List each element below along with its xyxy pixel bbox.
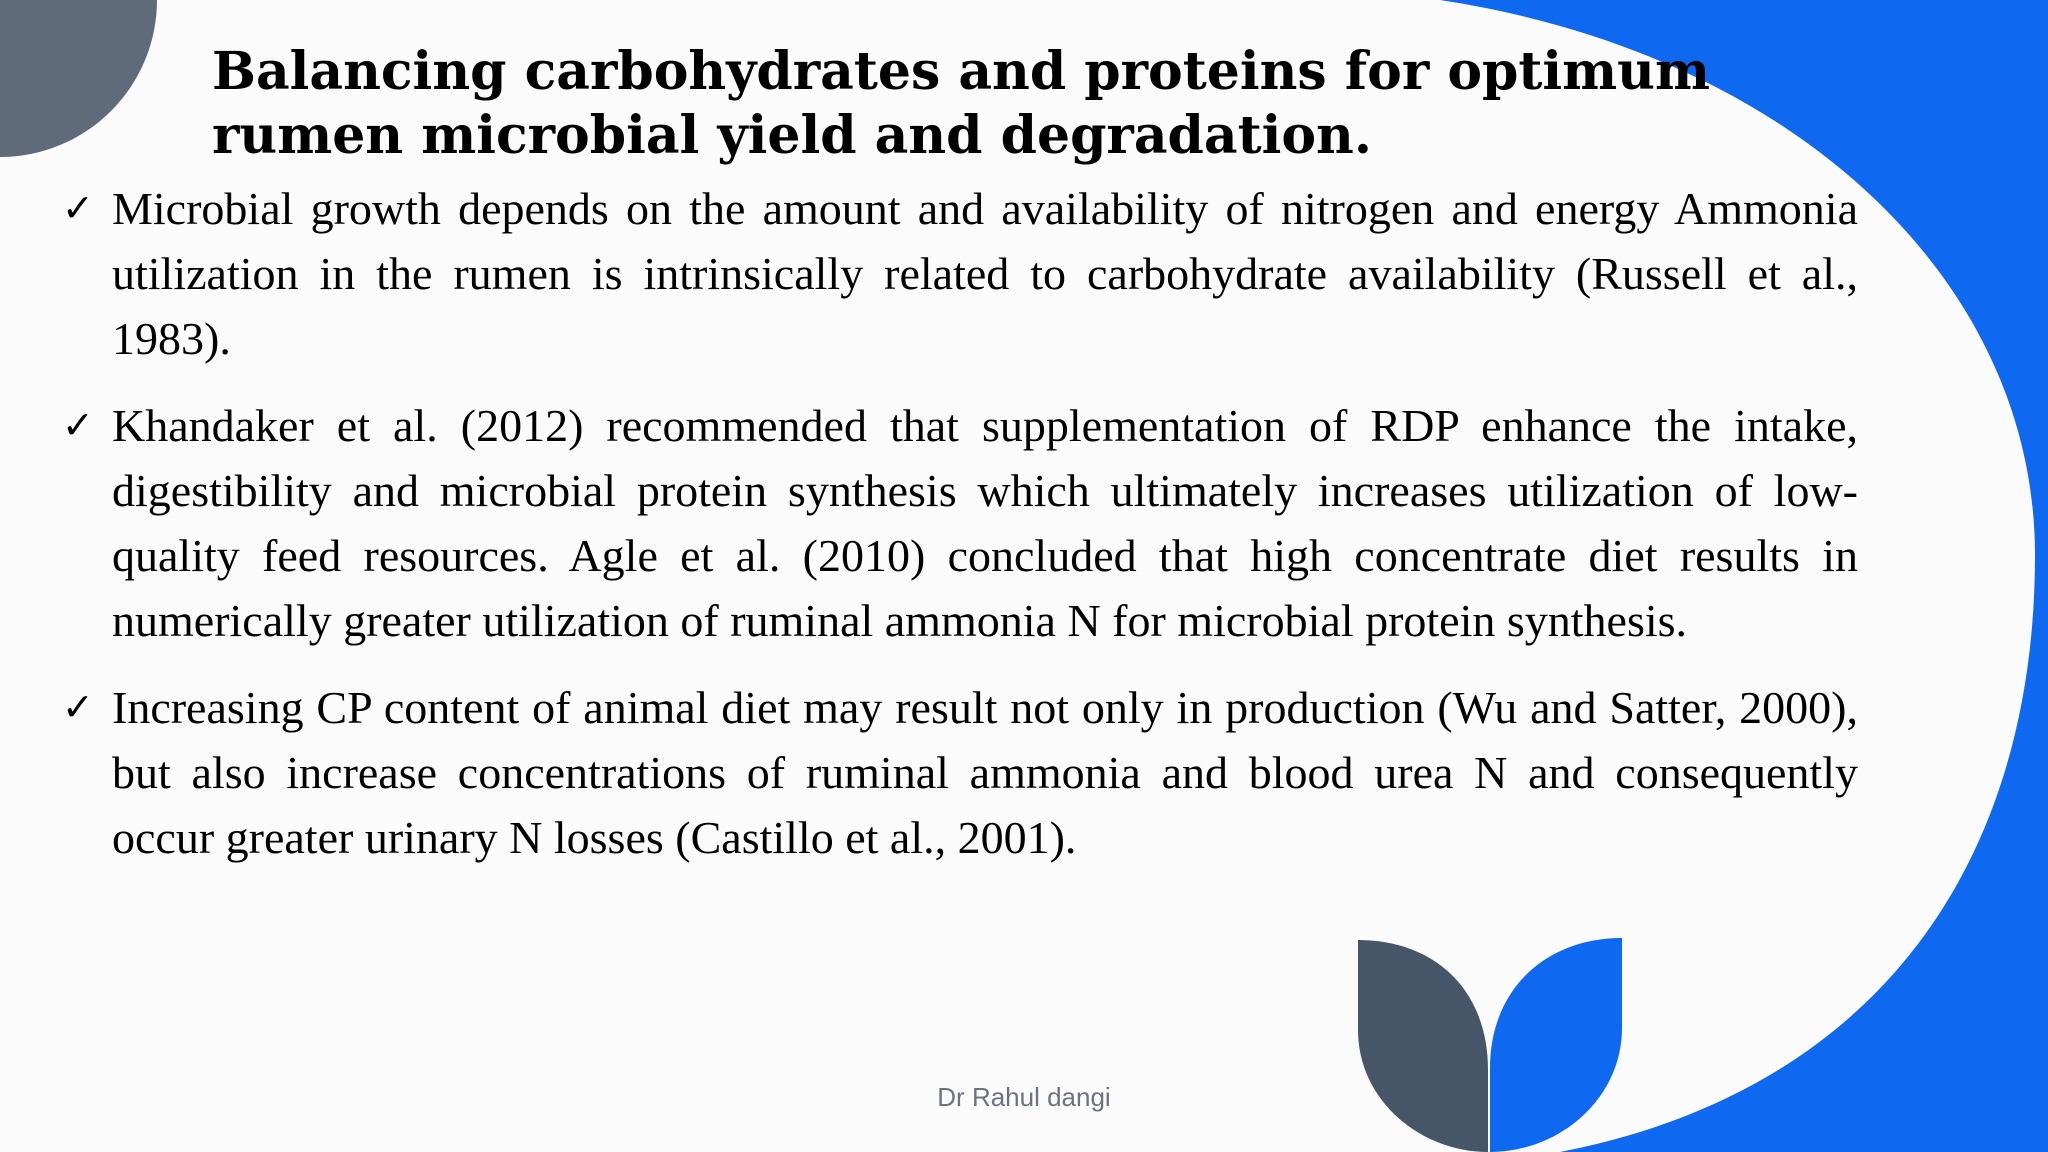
bullet-text: Microbial growth depends on the amount and availability of nitrogen and energy Ammonia utilization in the rumen is intrinsically related to carbohydrate availability (Russell et al., 1983).: [112, 183, 1858, 364]
bullet-text: Increasing CP content of animal diet may result not only in production (Wu and Satter, 2000), but also increase concentrations of ruminal ammonia and blood urea N and consequently occur greater urinary N losses (Castillo et al., 2001).: [112, 682, 1858, 863]
corner-quarter-circle: [0, 0, 157, 157]
slide-title: Balancing carbohydrates and proteins for optimum rumen microbial yield and degradation.: [212, 41, 1710, 166]
bullet-item: [62, 393, 1858, 653]
leaf-left-decoration: [1358, 940, 1488, 1152]
bullet-item: [62, 675, 1858, 870]
leaf-right-decoration: [1490, 938, 1622, 1152]
checkmark-icon: ✓: [62, 685, 94, 729]
slide-footer-author: Dr Rahul dangi: [937, 1082, 1111, 1112]
bullet-item: [62, 176, 1858, 371]
bullet-list: [62, 176, 1858, 892]
checkmark-icon: ✓: [62, 186, 94, 230]
checkmark-icon: ✓: [62, 403, 94, 447]
bullet-text: Khandaker et al. (2012) recommended that supplementation of RDP enhance the intake, digestibility and microbial protein synthesis which ultimately increases utilization of low-quality feed resources. Agle et al. (2010) concluded that high concentrate diet results in numerically greater utilization of ruminal ammonia N for microbial protein synthesis.: [112, 400, 1858, 646]
